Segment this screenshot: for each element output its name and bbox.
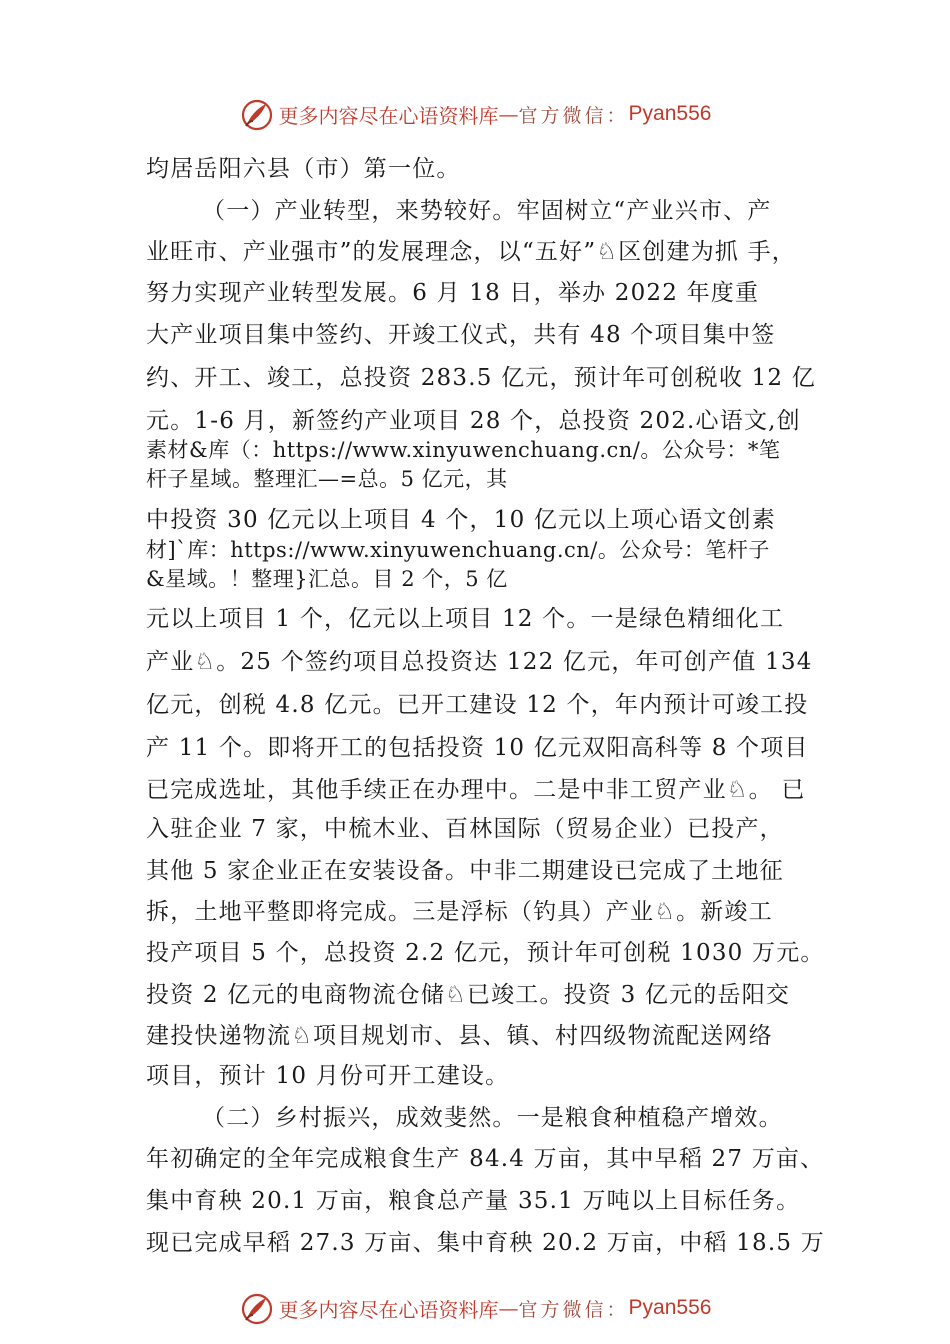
text-line: 约、开工、竣工，总投资 283.5 亿元，预计年可创税收 12 亿: [146, 365, 816, 391]
text-line: 项目，预计 10 月份可开工建设。: [146, 1063, 510, 1089]
text-line: 投资 2 亿元的电商物流仓储♘已竣工。投资 3 亿元的岳阳交: [146, 982, 791, 1008]
text-line: 入驻企业 7 家，中梳木业、百林国际（贸易企业）已投产，: [146, 816, 784, 842]
footer-wechat-label: 官方微信：: [518, 1298, 629, 1321]
section-heading-line: （一）产业转型，来势较好。牢固树立“产业兴市、产: [202, 198, 772, 224]
text-line: 集中育秧 20.1 万亩，粮食总产量 35.1 万吨以上目标任务。: [146, 1188, 801, 1214]
text-line: 大产业项目集中签约、开竣工仪式，共有 48 个项目集中签: [146, 322, 776, 348]
text-line: 其他 5 家企业正在安装设备。中非二期建设已完成了土地征: [146, 858, 784, 884]
watermark-line: 素材&库（：https://www.xinyuwenchuang.cn/。公众号：*笔: [146, 438, 781, 462]
text-line: 拆，土地平整即将完成。三是浮标（钓具）产业♘。新竣工: [146, 899, 773, 925]
text-line: 建投快递物流♘项目规划市、县、镇、村四级物流配送网络: [146, 1023, 773, 1049]
text-line: 已完成选址，其他手续正在办理中。二是中非工贸产业♘。 已: [146, 777, 806, 803]
text-line: 中投资 30 亿元以上项目 4 个，10 亿元以上项心语文创素: [146, 507, 776, 533]
header-separator: —: [498, 102, 519, 126]
section-heading-line: （二）乡村振兴，成效斐然。一是粮食种植稳产增效。: [202, 1105, 783, 1131]
text-line: 现已完成早稻 27.3 万亩、集中育秧 20.2 万亩，中稻 18.5 万: [146, 1230, 825, 1256]
brush-logo-icon: [239, 1290, 275, 1326]
watermark-line: 材]`库：https://www.xinyuwenchuang.cn/。公众号：笔杆子: [146, 538, 770, 562]
header-site-name: 更多内容尽在心语资料库: [278, 103, 499, 128]
header-banner: [0, 94, 950, 134]
text-line: 努力实现产业转型发展。6 月 18 日，举办 2022 年度重: [146, 280, 760, 306]
header-wechat-id: Pyan556: [628, 102, 712, 125]
text-line: 亿元，创税 4.8 亿元。已开工建设 12 个，年内预计可竣工投: [146, 692, 809, 718]
footer-wechat-id: Pyan556: [628, 1296, 712, 1319]
watermark-line: &星域。！整理}汇总。目 2 个，5 亿: [146, 567, 508, 591]
text-line: 产 11 个。即将开工的包括投资 10 亿元双阳高科等 8 个项目: [146, 735, 809, 761]
text-line: 产业♘。25 个签约项目总投资达 122 亿元，年可创产值 134: [146, 649, 813, 675]
footer-site-name: 更多内容尽在心语资料库: [278, 1297, 499, 1322]
text-line: 投产项目 5 个，总投资 2.2 亿元，预计年可创税 1030 万元。: [146, 940, 825, 966]
text-line: 业旺市、产业强市”的发展理念，以“五好”♘区创建为抓 手，: [146, 239, 797, 265]
text-line: 元。1-6 月，新签约产业项目 28 个，总投资 202.心语文,创: [146, 408, 801, 434]
brush-logo-icon: [239, 96, 275, 132]
footer-separator: —: [498, 1296, 519, 1320]
text-line: 元以上项目 1 个，亿元以上项目 12 个。一是绿色精细化工: [146, 606, 785, 632]
text-line: 均居岳阳六县（市）第一位。: [146, 156, 461, 182]
watermark-line: 杆子星域。整理汇—=总。5 亿元，其: [146, 467, 508, 491]
text-line: 年初确定的全年完成粮食生产 84.4 万亩，其中早稻 27 万亩、: [146, 1146, 825, 1172]
footer-banner: [0, 1288, 950, 1328]
header-wechat-label: 官方微信：: [518, 104, 629, 127]
